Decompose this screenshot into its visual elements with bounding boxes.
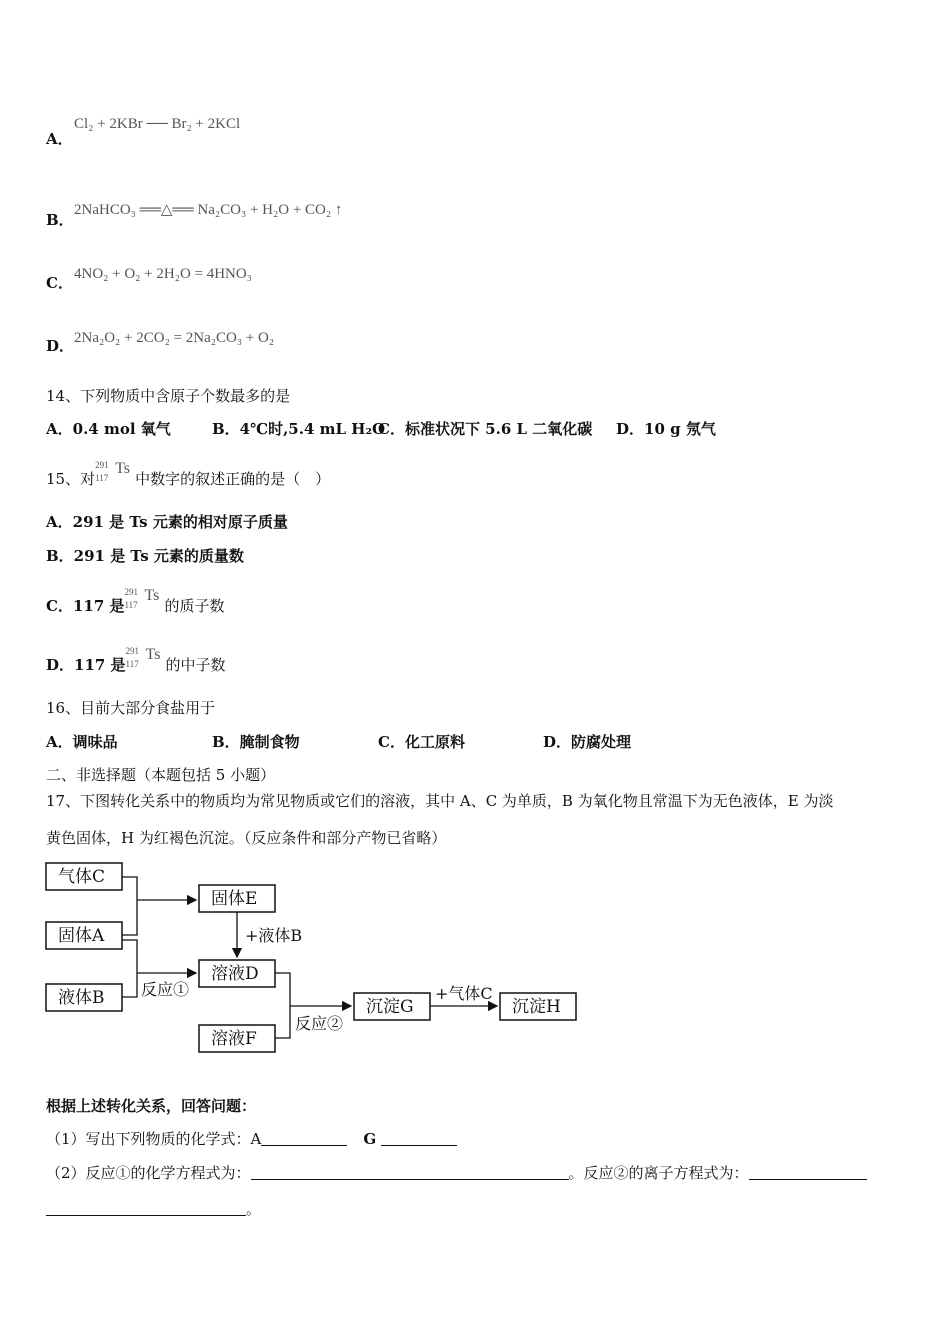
label-solution-f: 溶液F [211,1029,257,1049]
q17-intro: 根据上述转化关系，回答问题： [46,1097,257,1115]
part1-g-label: G [363,1130,377,1148]
q14-option-b[interactable]: B．4℃时,5.4 mL H₂O [212,420,386,438]
nuclide-ts [124,589,164,615]
q17-diagram [0,850,620,1060]
label-liquid-b: 液体B [58,988,105,1008]
q13-formula-d: 2Na₂O₂ + 2CO₂ = 2Na₂CO₃ + O₂ [74,330,275,346]
q15-suffix: 中数字的叙述正确的是（ ） [135,470,331,488]
q15-stem [46,462,330,489]
part2-label: （2）反应①的化学方程式为： [46,1164,251,1182]
q14-stem: 14、下列物质中含原子个数最多的是 [46,387,291,405]
mass-number: 291 [124,587,138,597]
label-plus-gas-c: +气体C [435,984,493,1003]
q15-option-a[interactable]: A．291 是 Ts 元素的相对原子质量 [46,513,288,531]
section-heading: 二、非选择题（本题包括 5 小题） [46,766,276,784]
option-text: 的质子数 [164,597,225,615]
part2-end: 。 [246,1200,262,1218]
q16-option-d[interactable]: D．防腐处理 [543,733,632,751]
q17-part2-cont [46,1198,261,1219]
q15-option-c[interactable] [46,589,225,616]
q14-option-a[interactable]: A．0.4 mol 氧气 [46,420,171,438]
q16-option-c[interactable]: C．化工原料 [378,733,465,751]
option-label: C． [46,274,73,292]
option-label: B． [46,211,74,229]
answer-blank-g[interactable] [381,1131,457,1146]
label-reaction-2: 反应② [295,1014,344,1033]
q13-formula-a: Cl₂ + 2KBr ── Br₂ + 2KCl [74,116,241,132]
q15-option-b[interactable]: B．291 是 Ts 元素的质量数 [46,547,244,565]
answer-blank-a[interactable] [261,1131,347,1146]
label-solid-e: 固体E [211,889,258,909]
label-precip-h: 沉淀H [512,997,561,1017]
label-solution-d: 溶液D [211,964,259,984]
q15-option-d[interactable] [46,648,226,675]
element-symbol: Ts [145,646,161,663]
nuclide-ts [95,462,135,488]
q13-option-d[interactable] [46,335,74,356]
nuclide-ts [126,648,166,674]
q17-part2 [46,1162,867,1183]
answer-blank-reaction2-cont[interactable] [46,1201,246,1216]
label-precip-g: 沉淀G [366,997,414,1017]
answer-blank-reaction1[interactable] [251,1165,569,1180]
part1-label: （1）写出下列物质的化学式：A [46,1130,262,1148]
q17-part1 [46,1128,457,1149]
q14-option-c[interactable]: C．标准状况下 5.6 L 二氧化碳 [378,420,593,438]
q13-option-c[interactable] [46,272,73,293]
option-label: D． [46,337,75,355]
q13-option-a[interactable] [46,128,73,149]
q16-option-b[interactable]: B．腌制食物 [212,733,300,751]
q16-option-a[interactable]: A．调味品 [46,733,118,751]
mass-number: 291 [125,646,140,656]
q17-stem-line1: 17、下图转化关系中的物质均为常见物质或它们的溶液，其中 A、C 为单质，B 为氧化物且常温下为无色液体，E 为淡 [46,792,834,810]
label-gas-c: 气体C [58,867,106,887]
element-symbol: Ts [144,587,160,604]
option-text: D．117 是 [46,656,126,674]
q17-stem-line2: 黄色固体，H 为红褐色沉淀。（反应条件和部分产物已省略） [46,829,447,847]
mass-number: 291 [95,460,109,470]
part2-mid: 。反应②的离子方程式为： [568,1164,749,1182]
answer-blank-reaction2[interactable] [749,1165,867,1180]
q13-option-b[interactable] [46,209,74,230]
atomic-number: 117 [124,600,138,610]
label-solid-a: 固体A [58,926,105,946]
q13-formula-b: 2NaHCO₃ ══△══ Na₂CO₃ + H₂O + CO₂ ↑ [74,202,343,218]
option-label: A． [46,130,73,148]
atomic-number: 117 [95,473,109,483]
element-symbol: Ts [115,460,130,477]
option-text: C．117 是 [46,597,125,615]
atomic-number: 117 [125,659,139,669]
q15-prefix: 15、对 [46,470,96,488]
label-plus-liquid-b: +液体B [245,926,303,945]
q13-formula-c: 4NO₂ + O₂ + 2H₂O = 4HNO₃ [74,266,252,282]
q16-stem: 16、目前大部分食盐用于 [46,699,216,717]
q14-option-d[interactable]: D．10 g 氖气 [616,420,716,438]
option-text: 的中子数 [165,656,226,674]
label-reaction-1: 反应① [141,980,190,999]
